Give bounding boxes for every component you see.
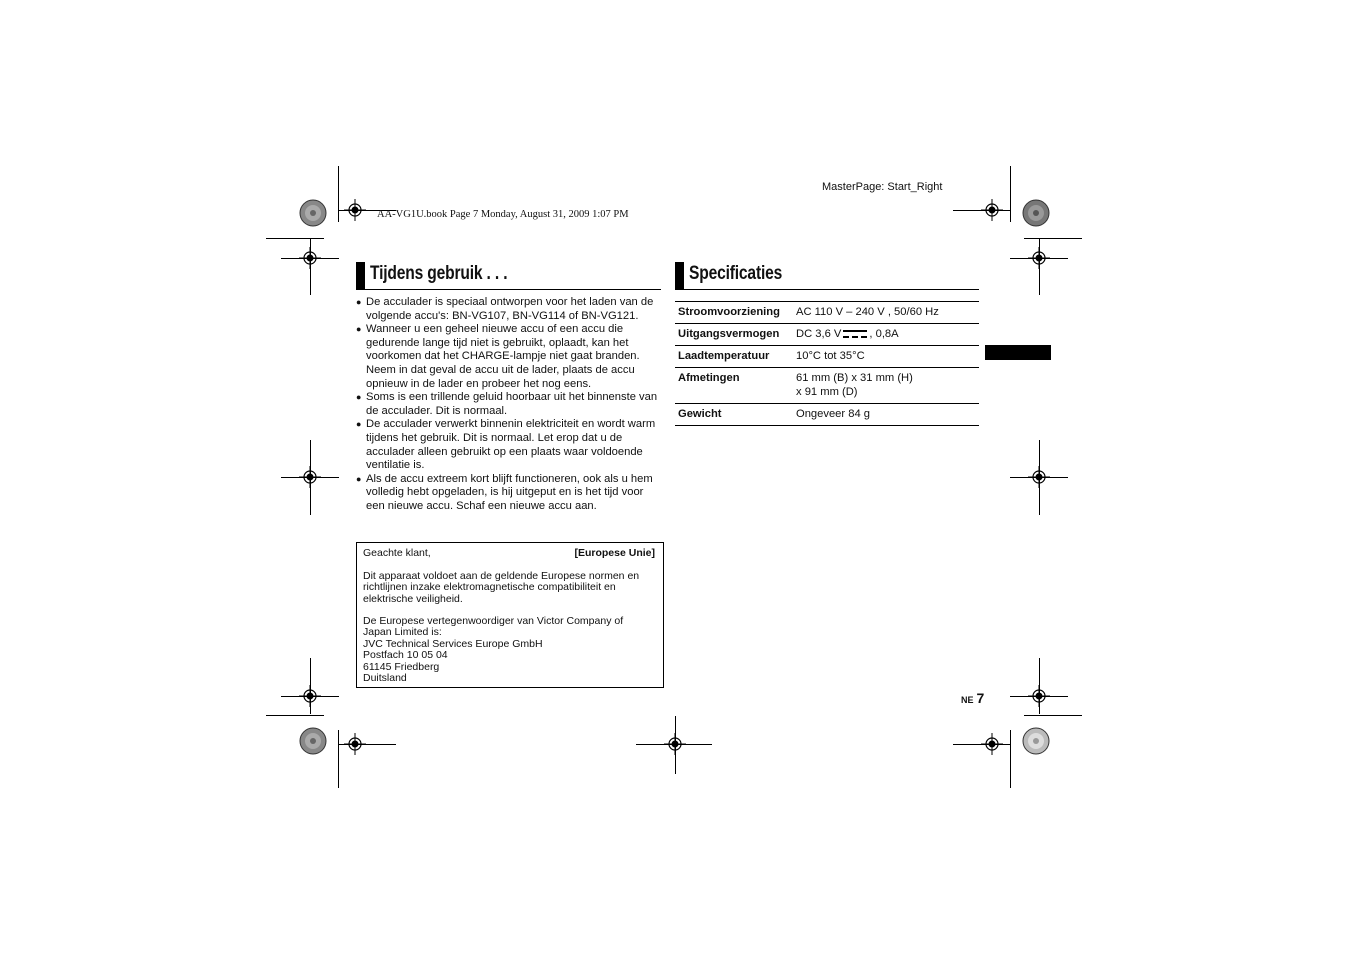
registration-mark-icon <box>981 733 1003 755</box>
spec-label: Gewicht <box>675 404 793 426</box>
rosette-mark-icon <box>299 199 327 227</box>
section-title-usage <box>356 262 661 290</box>
eu-notice-header <box>363 548 655 559</box>
registration-mark-icon <box>1028 466 1050 488</box>
section-heading: Specificaties <box>689 263 783 284</box>
registration-mark-icon <box>299 466 321 488</box>
eu-greeting: Geachte klant, <box>363 547 431 559</box>
list-item: ● De acculader is speciaal ontworpen voor het laden van de volgende accu's: BN-VG107, BN-VG114 of BN-VG121. <box>356 296 654 322</box>
list-item: ● Als de accu extreem kort blijft functioneren, ook als u hem volledig hebt opgeladen, is hij uitgeput en is het tijd voor een nieuwe accu. Schaf een nieuwe accu aan. <box>356 472 653 512</box>
bullet-icon: ● <box>356 297 362 307</box>
registration-mark-icon <box>664 733 686 755</box>
registration-mark-icon <box>344 199 366 221</box>
spec-label: Stroomvoorziening <box>675 302 793 324</box>
thumb-tab-marker <box>985 345 1051 360</box>
eu-address <box>363 616 659 684</box>
address-line: Japan Limited is: <box>363 626 442 639</box>
page-lang: NE <box>961 695 974 705</box>
rosette-mark-icon <box>1022 199 1050 227</box>
registration-mark-icon <box>299 685 321 707</box>
title-rule <box>365 289 661 290</box>
address-line: JVC Technical Services Europe GmbH <box>363 637 543 650</box>
page-num: 7 <box>976 690 985 706</box>
masterpage-label: MasterPage: Start_Right <box>822 181 943 193</box>
spec-label: Laadtemperatuur <box>675 346 793 368</box>
spec-value: DC 3,6 V , 0,8A <box>793 324 979 346</box>
spec-value: 61 mm (B) x 31 mm (H) x 91 mm (D) <box>793 368 979 404</box>
registration-mark-icon <box>344 733 366 755</box>
eu-notice-box <box>356 542 664 688</box>
page-number <box>961 690 984 708</box>
address-line: 61145 Friedberg <box>363 660 440 673</box>
table-row <box>675 324 979 346</box>
registration-mark-icon <box>981 199 1003 221</box>
eu-paragraph: Dit apparaat voldoet aan de geldende Europese normen en richtlijnen inzake elektromagnetische compatibiliteit en elektrische veiligheid. <box>363 570 640 605</box>
table-row <box>675 404 979 426</box>
list-item: ● Soms is een trillende geluid hoorbaar uit het binnenste van de acculader. Dit is normaal. <box>356 391 658 417</box>
spec-value: AC 110 V – 240 V , 50/60 Hz <box>793 302 979 324</box>
usage-bullet-list <box>356 296 661 514</box>
registration-mark-icon <box>299 247 321 269</box>
bullet-icon: ● <box>356 419 362 430</box>
spec-value: Ongeveer 84 g <box>793 404 979 426</box>
eu-region: [Europese Unie] <box>574 547 655 559</box>
registration-mark-icon <box>1028 685 1050 707</box>
list-item: ● De acculader verwerkt binnenin elektriciteit en wordt warm tijdens het gebruik. Dit is normaal. Let erop dat u de acculader alleen gebruikt op een plaats waar voldoende ventilatie is. <box>356 418 656 472</box>
address-line: De Europese vertegenwoordiger van Victor Company of <box>363 615 624 627</box>
address-line: Duitsland <box>363 672 407 685</box>
title-rule <box>684 289 979 290</box>
spec-value: 10°C tot 35°C <box>793 346 979 368</box>
spec-table <box>675 301 979 426</box>
dc-symbol-icon <box>843 329 867 338</box>
book-info: AA-VG1U.book Page 7 Monday, August 31, 2009 1:07 PM <box>377 209 629 220</box>
list-item: ● Wanneer u een geheel nieuwe accu of een accu die gedurende lange tijd niet is gebruikt, oplaadt, kan het voorkomen dat het CHARGE-lampje niet gaat branden. Neem in dat geval de accu uit de lader, plaats de accu opnieuw in de lader en probeer het nog eens. <box>356 323 640 390</box>
spec-label: Afmetingen <box>675 368 793 404</box>
section-title-specs <box>675 262 979 290</box>
bullet-icon: ● <box>356 392 362 403</box>
table-row <box>675 368 979 404</box>
table-row <box>675 302 979 324</box>
rosette-mark-icon <box>1022 727 1050 755</box>
bullet-icon: ● <box>356 473 362 484</box>
title-bar <box>675 262 684 290</box>
spec-label: Uitgangsvermogen <box>675 324 793 346</box>
bullet-icon: ● <box>356 324 362 335</box>
address-line: Postfach 10 05 04 <box>363 649 448 662</box>
section-heading: Tijdens gebruik . . . <box>370 263 508 284</box>
registration-mark-icon <box>1028 247 1050 269</box>
rosette-mark-icon <box>299 727 327 755</box>
table-row <box>675 346 979 368</box>
title-bar <box>356 262 365 290</box>
